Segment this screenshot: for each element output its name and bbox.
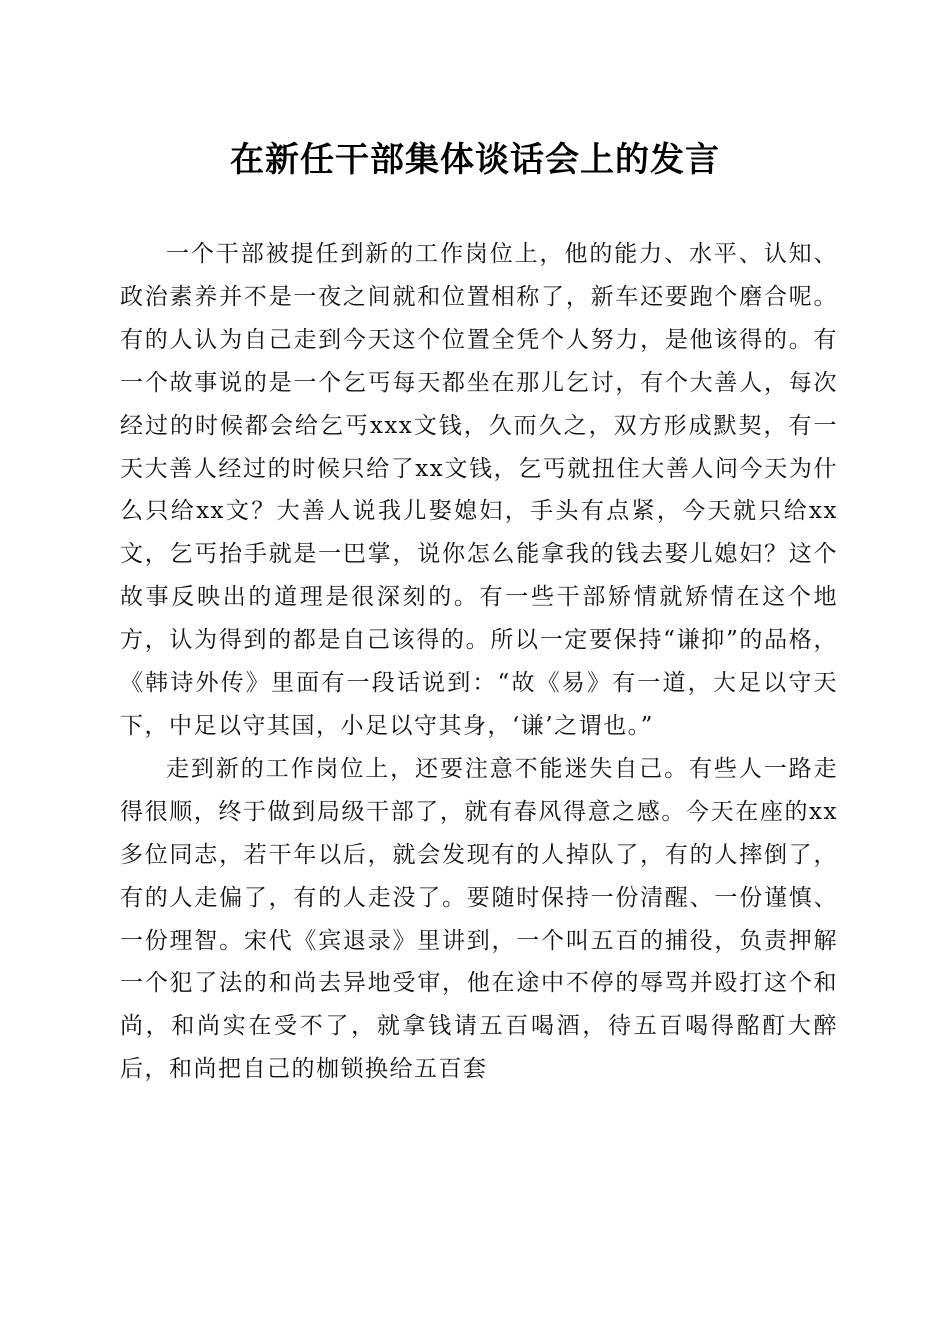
paragraph-1: 一个干部被提任到新的工作岗位上，他的能力、水平、认知、政治素养并不是一夜之间就和位置相称了，新车还要跑个磨合呢。有的人认为自己走到今天这个位置全凭个人努力，是他该得的。有一个故事说的是一个乞丐每天都坐在那儿乞讨，有个大善人，每次经过的时候都会给乞丐xxx文钱，久而久之，双方形成默契，有一天大善人经过的时候只给了xx文钱，乞丐就扭住大善人问今天为什么只给xx文？大善人说我儿娶媳妇，手头有点紧，今天就只给xx文，乞丐抬手就是一巴掌，说你怎么能拿我的钱去娶儿媳妇？这个故事反映出的道理是很深刻的。有一些干部矫情就矫情在这个地方，认为得到的都是自己该得的。所以一定要保持“谦抑”的品格，《韩诗外传》里面有一段话说到：“故《易》有一道，大足以守天下，中足以守其国，小足以守其身，‘谦’之谓也。” xyxy=(120,241,838,739)
document-body xyxy=(120,233,838,1091)
paragraph-2: 走到新的工作岗位上，还要注意不能迷失自己。有些人一路走得很顺，终于做到局级干部了，就有春风得意之感。今天在座的xx多位同志，若干年以后，就会发现有的人掉队了，有的人摔倒了，有的人走偏了，有的人走没了。要随时保持一份清醒、一份谨慎、一份理智。宋代《宾退录》里讲到，一个叫五百的捕役，负责押解一个犯了法的和尚去异地受审，他在途中不停的辱骂并殴打这个和尚，和尚实在受不了，就拿钱请五百喝酒，待五百喝得酩酊大醉后，和尚把自己的枷锁换给五百套 xyxy=(120,755,838,1083)
document-title: 在新任干部集体谈话会上的发言 xyxy=(230,140,720,180)
